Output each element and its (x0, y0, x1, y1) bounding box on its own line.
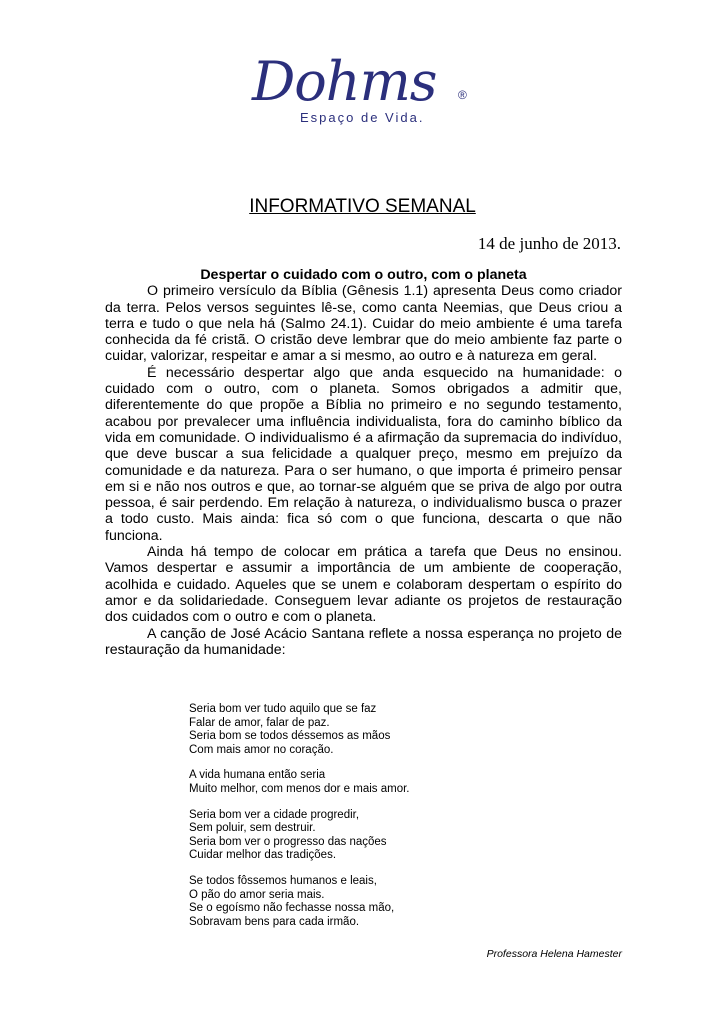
poem-line: O pão do amor seria mais. (189, 888, 325, 901)
poem-line: Cuidar melhor das tradições. (189, 849, 337, 862)
poem-line: Muito melhor, com menos dor e mais amor. (189, 782, 410, 795)
registered-mark: ® (458, 88, 467, 102)
logo-wordmark: Dohms (252, 50, 437, 113)
article-subtitle: Despertar o cuidado com o outro, com o planeta (200, 267, 527, 283)
poem-stanza (189, 769, 410, 796)
poem-line: Com mais amor no coração. (189, 743, 334, 756)
author-signature: Professora Helena Hamester (486, 948, 622, 960)
poem-line: Se o egoísmo não fechasse nossa mão, (189, 902, 395, 915)
poem-line: Seria bom ver a cidade progredir, (189, 808, 360, 821)
poem-line: Seria bom ver o progresso das nações (189, 835, 387, 848)
article-paragraph: O primeiro versículo da Bíblia (Gênesis 1.1) apresenta Deus como criador da terra. Pelos versos seguintes lê-se, como canta Neemias, que Deus criou a terra e tudo o que nela há (Salmo 24.1). Cuidar do meio ambiente é uma tarefa conhecida da fé cristã. O cristão deve lembrar que do meio ambiente faz parte o cuidar, valorizar, respeitar e amar a si mesmo, ao outro e à natureza em geral. (105, 283, 622, 365)
dohms-logo (252, 52, 482, 132)
poem-line: Falar de amor, falar de paz. (189, 716, 330, 729)
poem-line: Seria bom ver tudo aquilo que se faz (189, 703, 377, 715)
poem-line: Sobravam bens para cada irmão. (189, 915, 360, 928)
logo-tagline: Espaço de Vida. (300, 110, 425, 125)
article-paragraph: Ainda há tempo de colocar em prática a tarefa que Deus no ensinou. Vamos despertar e assumir a importância de um ambiente de cooperação, acolhida e cuidado. Aqueles que se unem e colaboram despertam o espírito do amor e da solidariedade. Conseguem levar adiante os projetos de restauração dos cuidados com o outro e com o planeta. (105, 544, 622, 626)
article-body (105, 267, 622, 658)
poem-line: Se todos fôssemos humanos e leais, (189, 874, 377, 887)
poem-stanza (189, 809, 410, 863)
document-date: 14 de junho de 2013. (477, 234, 621, 253)
poem-line: A vida humana então seria (189, 769, 326, 782)
poem-line: Seria bom se todos déssemos as mãos (189, 730, 391, 743)
article-paragraph: A canção de José Acácio Santana reflete a nossa esperança no projeto de restauração da humanidade: (105, 625, 622, 658)
article-paragraph: É necessário despertar algo que anda esquecido na humanidade: o cuidado com o outro, com o planeta. Somos obrigados a admitir que, diferentemente do que propõe a Bíblia no primeiro e no segundo testamento, acabou por prevalecer uma influência individualista, fora do caminho bíblico da vida em comunidade. O individualismo é a afirmação da supremacia do indivíduo, que deve buscar a sua felicidade a qualquer preço, mesmo em prejuízo da comunidade e da natureza. Para o ser humano, o que importa é primeiro pensar em si e não nos outros e que, ao tornar-se alguém que se priva de algo por outra pessoa, é sair perdendo. Em relação à natureza, o individualismo busca o prazer a todo custo. Mais ainda: fica só com o que funciona, descarta o que não funciona. (105, 364, 622, 544)
song-lyrics (189, 703, 410, 941)
document-title-text: INFORMATIVO SEMANAL (249, 196, 476, 217)
poem-line: Sem poluir, sem destruir. (189, 822, 316, 835)
document-title (0, 196, 725, 218)
poem-stanza (189, 703, 410, 757)
poem-stanza (189, 875, 410, 929)
